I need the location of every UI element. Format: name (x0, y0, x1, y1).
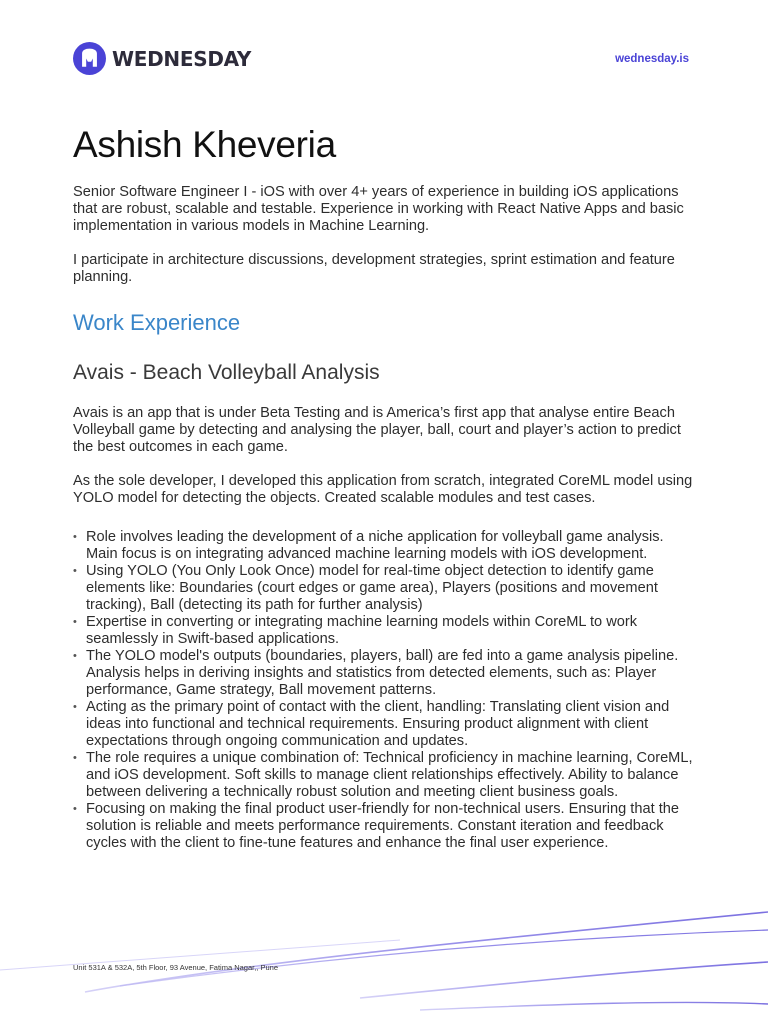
project-responsibilities (73, 529, 698, 852)
project-title: Avais - Beach Volleyball Analysis (73, 361, 380, 384)
project-description-2: As the sole developer, I developed this application from scratch, integrated CoreML model using YOLO model for detecting the objects. Created scalable modules and test cases. (73, 473, 693, 506)
bullet-icon: • (73, 650, 77, 662)
bullet-icon: • (73, 701, 77, 713)
list-item-text: Focusing on making the final product user-friendly for non-technical users. Ensuring that the solution is reliable and meets performance requirements. Constant iteration and feedback cycles with the client to fine-tune features and enhance the final user experience. (86, 801, 679, 851)
brand-logo[interactable] (73, 42, 251, 75)
list-item (73, 563, 698, 614)
bullet-icon: • (73, 531, 77, 543)
footer-wave-decoration (0, 900, 768, 1024)
list-item (73, 699, 698, 750)
page-header (73, 42, 689, 76)
list-item-text: The role requires a unique combination of: Technical proficiency in machine learning, CoreML, and iOS development. Soft skills to manage client relationships effectively. Ability to balance between delivering a technically robust solution and meeting client business goals. (86, 750, 693, 800)
list-item (73, 614, 698, 648)
website-link[interactable]: wednesday.is (615, 53, 689, 65)
bullet-icon: • (73, 565, 77, 577)
candidate-name: Ashish Kheveria (73, 124, 336, 165)
list-item (73, 529, 698, 563)
list-item-text: Acting as the primary point of contact with the client, handling: Translating client vision and ideas into functional and technical requirements. Ensuring product alignment with client expectations through ongoing communication and updates. (86, 699, 670, 749)
brand-name: WEDNESDAY (112, 46, 252, 71)
list-item (73, 648, 698, 699)
list-item (73, 750, 698, 801)
work-experience-heading: Work Experience (73, 310, 241, 335)
bullet-icon: • (73, 803, 77, 815)
project-description: Avais is an app that is under Beta Testing and is America’s first app that analyse entire Beach Volleyball game by detecting and analysing the player, ball, court and player’s action to predict the best outcomes in each game. (73, 405, 681, 455)
resume-content (73, 184, 698, 852)
bullet-icon: • (73, 752, 77, 764)
list-item-text: Expertise in converting or integrating machine learning models within CoreML to work seamlessly in Swift-based applications. (86, 614, 638, 647)
footer-address: Unit 531A & 532A, 5th Floor, 93 Avenue, Fatima Nagar,, Pune (73, 963, 278, 972)
list-item-text: Using YOLO (You Only Look Once) model for real-time object detection to identify game elements like: Boundaries (court edges or game area), Players (positions and movement tracking), Ball (detecting its path for further analysis) (86, 563, 658, 613)
list-item (73, 801, 698, 852)
bullet-icon: • (73, 616, 77, 628)
list-item-text: Role involves leading the development of a niche application for volleyball game analysis. Main focus is on integrating advanced machine learning models with iOS development. (86, 529, 664, 562)
profile-summary: Senior Software Engineer I - iOS with over 4+ years of experience in building iOS applications that are robust, scalable and testable. Experience in working with React Native Apps and basic implementation in various models in Machine Learning. (73, 184, 684, 234)
wednesday-logo-icon (73, 42, 106, 75)
list-item-text: The YOLO model's outputs (boundaries, players, ball) are fed into a game analysis pipeline. Analysis helps in deriving insights and statistics from detected elements, such as: Player performance, Game strategy, Ball movement patterns. (86, 648, 679, 698)
profile-summary-2: I participate in architecture discussions, development strategies, sprint estimation and feature planning. (73, 252, 675, 285)
